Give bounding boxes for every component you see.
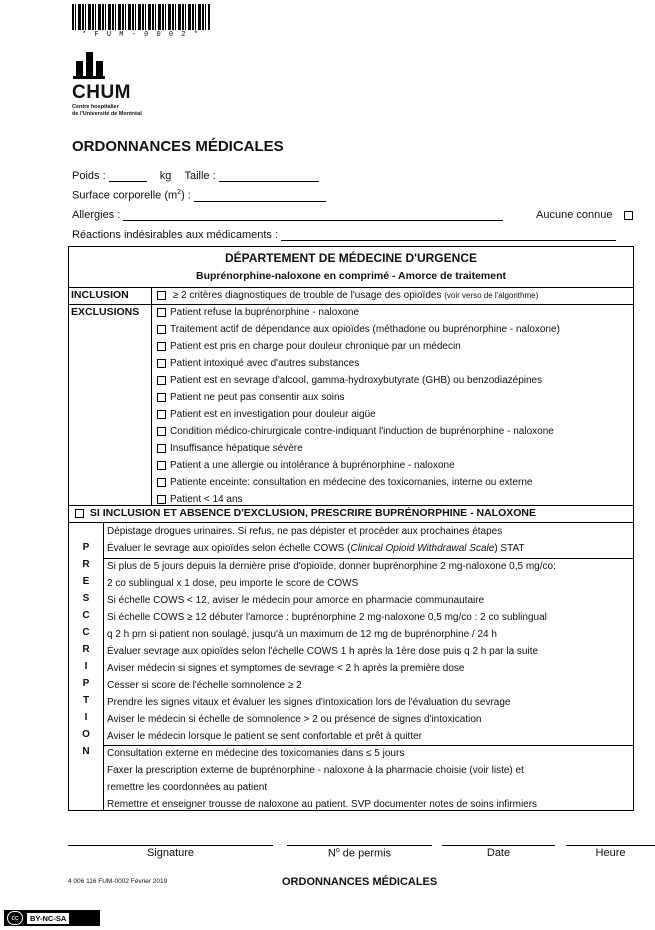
exclusion-item-text: Patient est pris en charge pour douleur chronique par un médecin <box>170 341 461 352</box>
exclusion-item <box>157 304 633 321</box>
prescription-letter: P <box>82 542 90 553</box>
cc-icon: cc <box>7 911 23 925</box>
prescription-letter: R <box>82 559 90 570</box>
discharge-line-text: Faxer la prescription externe de buprénorphine - naloxone à la pharmacie choisie (voir liste) et <box>107 765 524 776</box>
order-table <box>68 246 634 811</box>
exclusion-item-checkbox[interactable] <box>157 325 166 334</box>
inclusion-checkbox[interactable] <box>157 291 166 300</box>
exclusion-item <box>157 372 633 389</box>
prescription-letter: T <box>82 695 90 706</box>
group3-list <box>107 745 633 813</box>
form-code: 4 006 116 FUM-0002 Février 2019 <box>68 878 168 885</box>
exclusion-item-checkbox[interactable] <box>157 359 166 368</box>
instruction-line-text: Prendre les signes vitaux et évaluer les signes d'intoxication lors de l'évaluation du sevrage <box>107 697 511 708</box>
exclusion-item-text: Patient est en investigation pour douleur aigüe <box>170 409 376 420</box>
prescription-letter: R <box>82 644 90 655</box>
surface-row <box>72 189 326 202</box>
prescription-letter: I <box>84 661 88 672</box>
exclusion-item-text: Patient est en sevrage d'alcool, gamma-hydroxybutyrate (GHB) ou benzodiazépines <box>170 375 543 386</box>
reactions-label: Réactions indésirables aux médicaments : <box>72 229 279 241</box>
instruction-line <box>107 558 633 575</box>
exclusion-item-checkbox[interactable] <box>157 393 166 402</box>
exclusion-item <box>157 321 633 338</box>
group1-line1: Dépistage drogues urinaires. Si refus, ne pas dépister et procéder aux prochaines étapes <box>107 526 503 537</box>
exclusion-item <box>157 440 633 457</box>
logo-name: CHUM <box>72 82 131 103</box>
inclusion-item <box>157 287 633 304</box>
permis-n: N <box>327 847 336 860</box>
instruction-line-text: q 2 h prn si patient non soulagé, jusqu'à un maximum de 12 mg de buprénorphine / 24 h <box>107 629 497 640</box>
discharge-line-text: remettre les coordonnées au patient <box>107 782 268 793</box>
surface-field[interactable] <box>194 190 326 202</box>
protocol-subtitle: Buprénorphine-naloxone en comprimé - Amorce de traitement <box>196 270 506 282</box>
exclusions-label: EXCLUSIONS <box>71 306 140 318</box>
kg-label: kg <box>159 170 172 182</box>
instruction-line <box>107 643 633 660</box>
discharge-line <box>107 762 633 779</box>
exclusion-item-text: Patient refuse la buprénorphine - naloxone <box>170 307 360 318</box>
poids-field[interactable] <box>109 170 147 182</box>
instruction-line <box>107 609 633 626</box>
exclusion-item-checkbox[interactable] <box>157 410 166 419</box>
discharge-line-text: Consultation externe en médecine des toxicomanies dans ≤ 5 jours <box>107 748 405 759</box>
exclusions-list <box>157 304 633 508</box>
reactions-field[interactable] <box>281 229 616 241</box>
group2-list <box>107 558 633 745</box>
prescribe-header-row <box>75 505 633 522</box>
discharge-line <box>107 796 633 813</box>
exclusion-item <box>157 389 633 406</box>
logo-bars-icon <box>76 52 142 76</box>
instruction-line-text: Évaluer sevrage aux opioïdes selon l'échelle COWS 1 h après la 1ère dose puis q 2 h par la suite <box>107 646 539 657</box>
instruction-line <box>107 728 633 745</box>
discharge-line <box>107 779 633 796</box>
allergies-row <box>72 209 503 221</box>
prescription-letters <box>69 539 103 760</box>
exclusion-item-checkbox[interactable] <box>157 342 166 351</box>
exclusion-item <box>157 474 633 491</box>
poids-label: Poids : <box>72 170 106 182</box>
aucune-checkbox[interactable] <box>624 211 633 220</box>
exclusion-item <box>157 423 633 440</box>
instruction-line <box>107 677 633 694</box>
inclusion-label: INCLUSION <box>71 289 129 301</box>
prescription-letter: N <box>82 746 90 757</box>
page-title: ORDONNANCES MÉDICALES <box>72 138 284 155</box>
cows-text: Évaluer le sevrage aux opioïdes selon échelle COWS ( <box>107 543 351 554</box>
exclusion-item-text: Traitement actif de dépendance aux opioïdes (méthadone ou buprénorphine - naloxone) <box>170 324 560 335</box>
department-header: DÉPARTEMENT DE MÉDECINE D'URGENCE <box>225 251 477 265</box>
cc-license-badge <box>4 910 100 926</box>
discharge-line-text: Remettre et enseigner trousse de naloxone au patient. SVP documenter notes de soins infirmiers <box>107 799 538 810</box>
inclusion-note: (voir verso de l'algorithme) <box>444 291 539 300</box>
barcode <box>72 4 210 30</box>
exclusion-item-checkbox[interactable] <box>157 461 166 470</box>
weight-height-row <box>72 170 319 182</box>
taille-field[interactable] <box>219 170 319 182</box>
cc-license-label: BY-NC-SA <box>27 913 69 924</box>
permis-label <box>287 847 432 860</box>
exclusion-item-text: Patient ne peut pas consentir aux soins <box>170 392 345 403</box>
barcode-text: * F U M - 0 0 0 2 * <box>82 31 200 39</box>
instruction-line <box>107 711 633 728</box>
exclusion-item-text: Insuffisance hépatique sévère <box>170 443 303 454</box>
instruction-line-text: Si échelle COWS < 12, aviser le médecin pour amorce en pharmacie communautaire <box>107 595 485 606</box>
reactions-row <box>72 229 616 241</box>
exclusion-item-checkbox[interactable] <box>157 444 166 453</box>
instruction-line <box>107 626 633 643</box>
prescription-letter: P <box>82 678 90 689</box>
instruction-line-text: 2 co sublingual x 1 dose, peu importe le score de COWS <box>107 578 359 589</box>
exclusion-item <box>157 355 633 372</box>
exclusion-item <box>157 338 633 355</box>
instruction-line <box>107 575 633 592</box>
prescribe-header: SI INCLUSION ET ABSENCE D'EXCLUSION, PRESCRIRE BUPRÉNORPHINE - NALOXONE <box>89 507 536 519</box>
instruction-line <box>107 694 633 711</box>
taille-label: Taille : <box>184 170 216 182</box>
aucune-label: Aucune connue <box>536 209 613 221</box>
permis-text: de permis <box>339 847 392 860</box>
permis-sup: o <box>335 847 340 854</box>
instruction-line-text: Si échelle COWS ≥ 12 débuter l'amorce : buprénorphine 2 mg-naloxone 0,5 mg/co : 2 co sublingual <box>107 612 547 623</box>
exclusion-item-text: Patiente enceinte: consultation en médecine des toxicomanies, interne ou externe <box>170 477 533 488</box>
logo-line1: Centre hospitalier <box>72 104 119 110</box>
date-label: Date <box>486 847 511 859</box>
prescription-letter: S <box>82 593 90 604</box>
instruction-line-text: Si plus de 5 jours depuis la dernière prise d'opioïde, donner buprénorphine 2 mg-naloxone 0,5 mg/co: <box>107 561 556 572</box>
exclusion-item-checkbox[interactable] <box>157 308 166 317</box>
allergies-label: Allergies : <box>72 209 121 221</box>
allergies-field[interactable] <box>123 209 503 221</box>
exclusion-item-text: Patient a une allergie ou intolérance à buprénorphine - naloxone <box>170 460 455 471</box>
instruction-line-text: Aviser médecin si signes et symptomes de sevrage < 2 h après la première dose <box>107 663 465 674</box>
prescription-letter: E <box>82 576 90 587</box>
prescribe-checkbox[interactable] <box>75 509 84 518</box>
aucune-row <box>536 209 633 221</box>
surface-sup: 2 <box>177 189 182 196</box>
prescription-letter: C <box>82 627 90 638</box>
exclusion-item-text: Condition médico-chirurgicale contre-indiquant l'induction de buprénorphine - naloxone <box>170 426 554 437</box>
group1-line2 <box>107 540 633 557</box>
exclusion-item-text: Patient intoxiqué avec d'autres substances <box>170 358 360 369</box>
inclusion-text: ≥ 2 critères diagnostiques de trouble de l'usage des opioïdes <box>172 290 442 301</box>
surface-label: Surface corporelle (m <box>72 189 178 202</box>
logo-line2: de l'Université de Montréal <box>72 110 142 117</box>
chum-logo <box>72 52 142 117</box>
instruction-line-text: Aviser le médecin si échelle de somnolence > 2 ou présence de signes d'intoxication <box>107 714 482 725</box>
prescription-letter: I <box>84 712 88 723</box>
footer-title: ORDONNANCES MÉDICALES <box>282 876 438 888</box>
cows-stat: ) STAT <box>494 543 525 554</box>
heure-label: Heure <box>595 847 626 859</box>
instruction-line <box>107 660 633 677</box>
instruction-line-text: Cesser si score de l'échelle somnolence ≥ 2 <box>107 680 302 691</box>
cows-italic: Clinical Opioid Withdrawal Scale <box>350 543 495 554</box>
exclusion-item-checkbox[interactable] <box>157 495 166 504</box>
prescription-letter: C <box>82 610 90 621</box>
exclusion-item-checkbox[interactable] <box>157 478 166 487</box>
prescription-letter: O <box>82 729 90 740</box>
exclusion-item <box>157 457 633 474</box>
instruction-line-text: Aviser le médecin lorsque le patient se sent confortable et prêt à quitter <box>107 731 422 742</box>
surface-label-end: ) : <box>181 189 191 202</box>
instruction-line <box>107 592 633 609</box>
exclusion-item <box>157 406 633 423</box>
exclusion-item-checkbox[interactable] <box>157 376 166 385</box>
exclusion-item-checkbox[interactable] <box>157 427 166 436</box>
exclusion-item-text: Patient < 14 ans <box>170 494 243 505</box>
discharge-line <box>107 745 633 762</box>
signature-label: Signature <box>146 847 195 859</box>
